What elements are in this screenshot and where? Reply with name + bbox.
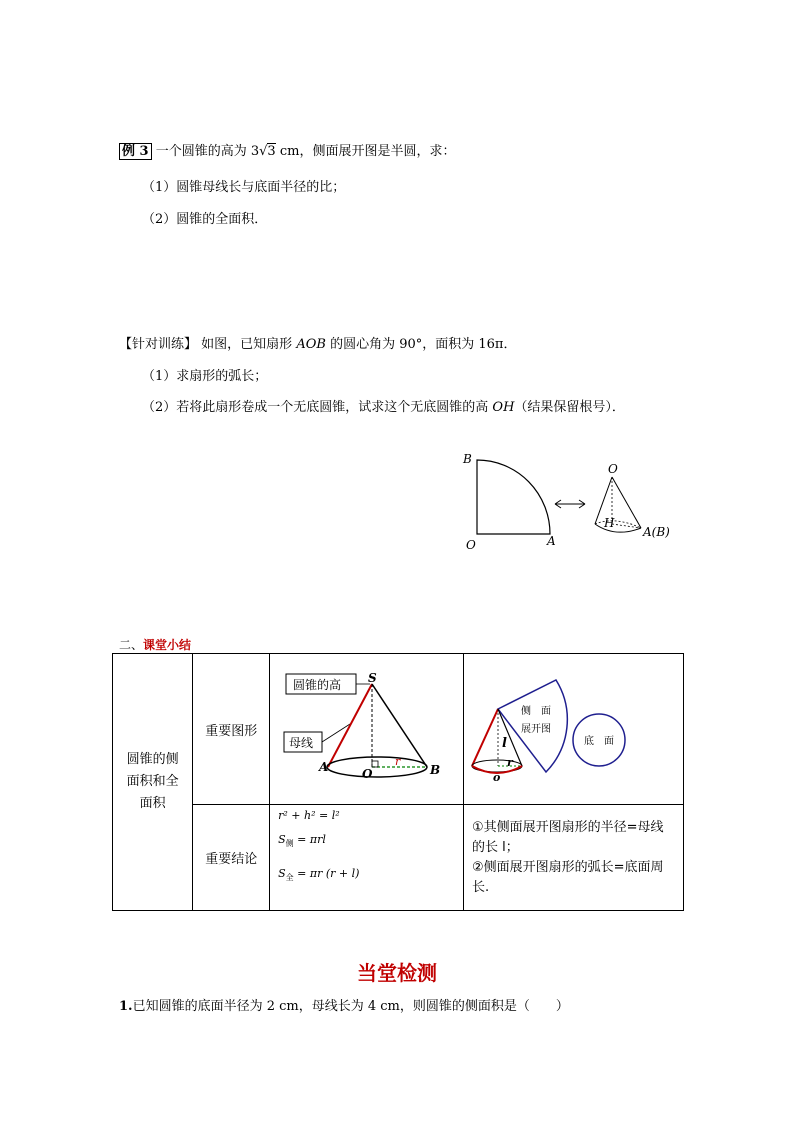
- training-label: 【针对训练】: [119, 337, 198, 352]
- training-stem-b: 的圆心角为 90°，面积为 16π．: [330, 337, 517, 352]
- side-label-1: 侧 面: [521, 706, 551, 717]
- example3-stem-suffix: cm，侧面展开图是半圆，求：: [279, 144, 456, 159]
- formula-lateral-sub: 侧: [285, 839, 294, 849]
- test-q1-text: 已知圆锥的底面半径为 2 cm，母线长为 4 cm，则圆锥的侧面积是（ ）: [132, 999, 569, 1014]
- example3-q1: （1）圆锥母线长与底面半径的比；: [142, 180, 346, 195]
- example3-stem: [119, 140, 455, 159]
- conclusion-2a: ②侧面展开图扇形的弧长=底面周: [472, 859, 664, 875]
- section2-title: 课堂小结: [143, 638, 192, 652]
- label-unfold-o: o: [493, 771, 501, 784]
- section2-heading: [119, 636, 191, 653]
- cone-diagram: [270, 654, 460, 800]
- formula-pythagoras: r² + h² = l²: [278, 809, 340, 822]
- label-a-b: A(B): [643, 525, 670, 539]
- summary-table: [112, 653, 684, 911]
- row1-label: 重要图形: [193, 654, 270, 805]
- label-unfold-r: r: [507, 756, 513, 769]
- cone-diagram-cell: [270, 654, 464, 805]
- example3-q2: （2）圆锥的全面积．: [142, 212, 268, 227]
- training-stem-a: 如图，已知扇形: [201, 337, 293, 352]
- formula-total-rhs: = πr (r + l): [293, 867, 360, 880]
- formula-total-s: S: [278, 867, 286, 880]
- summary-topic-cell: [113, 654, 193, 911]
- side-label-2: 展开图: [521, 724, 551, 735]
- example3-stem-prefix: 一个圆锥的高为 3: [155, 144, 260, 159]
- sqrt-sign: √: [259, 144, 268, 159]
- unfold-diagram-cell: [464, 654, 684, 805]
- formula-total: [278, 867, 463, 883]
- formula-lateral: [278, 833, 463, 867]
- label-cone-r: r: [395, 755, 401, 768]
- test-q1: [119, 995, 569, 1014]
- test-q1-num: 1.: [119, 999, 133, 1014]
- row2-label: 重要结论: [193, 805, 270, 911]
- double-arrow-icon: [555, 500, 585, 508]
- training-q2: [142, 396, 625, 415]
- summary-topic: 圆锥的侧面积和全面积: [126, 752, 179, 811]
- example-tag: 例 3: [119, 143, 152, 160]
- formulas-cell: [270, 805, 464, 911]
- training-q2-a: （2）若将此扇形卷成一个无底圆锥，试求这个无底圆锥的高: [142, 400, 489, 415]
- formula-lateral-rhs: = πrl: [293, 833, 326, 846]
- generatrix-line: [328, 684, 372, 767]
- conclusion-2b: 长.: [472, 879, 490, 895]
- label-cone-o: O: [608, 462, 618, 476]
- training-stem: [119, 333, 516, 352]
- label-o: O: [466, 538, 476, 552]
- formula-lateral-s: S: [278, 833, 286, 846]
- cone-figure: [595, 477, 641, 532]
- sqrt-radicand: 3: [267, 144, 276, 159]
- training-var-aob: AOB: [296, 337, 326, 352]
- training-q1: （1）求扇形的弧长；: [142, 369, 268, 384]
- label-cone-a: A: [319, 760, 329, 774]
- training-var-oh: OH: [492, 400, 515, 415]
- conclusion-1a: ①其侧面展开图扇形的半径=母线: [472, 819, 664, 835]
- conclusions-cell: [464, 805, 684, 911]
- sector-shape: [477, 460, 550, 534]
- test-title: 当堂检测: [357, 961, 437, 985]
- label-s: S: [368, 671, 377, 685]
- label-a: A: [547, 534, 556, 548]
- label-cone-b: B: [430, 763, 441, 777]
- label-l: l: [502, 736, 507, 751]
- sector-cone-figure: [455, 448, 685, 558]
- label-b: B: [463, 452, 472, 466]
- training-q2-b: （结果保留根号）．: [514, 400, 625, 415]
- formula-total-sub: 全: [285, 873, 294, 883]
- height-label: 圆锥的高: [293, 678, 342, 692]
- conclusion-1b: 的长 l；: [472, 839, 519, 855]
- label-cone-o2: O: [362, 767, 373, 781]
- generatrix-label: 母线: [289, 736, 314, 750]
- base-label: 底 面: [584, 736, 614, 747]
- unfold-diagram: [464, 654, 682, 800]
- label-h: H: [604, 516, 615, 530]
- section2-prefix: 二、: [119, 638, 144, 652]
